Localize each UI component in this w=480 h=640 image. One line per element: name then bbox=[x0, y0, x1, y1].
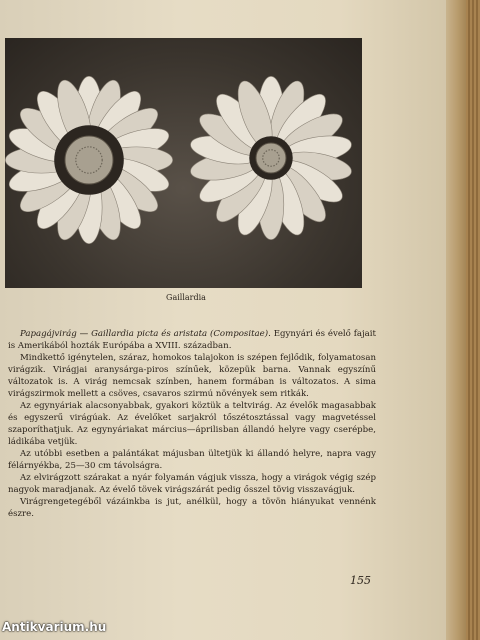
page-edges bbox=[466, 0, 480, 640]
page-number: 155 bbox=[350, 574, 371, 587]
article-body bbox=[8, 328, 376, 520]
paragraph-5: Az elvirágzott szárakat a nyár folyamán vágjuk vissza, hogy a virágok végig szép nagyok maradjanak. Az évelő tövek virágszárát pedig ősszel tövig visszavágjuk. bbox=[8, 473, 376, 495]
flower-left bbox=[5, 76, 172, 243]
paragraph-4: Az utóbbi esetben a palántákat májusban ültetjük ki állandó helyre, napra vagy félárnyékba, 25—30 cm távolságra. bbox=[8, 449, 376, 471]
watermark-logo: Antikvarium.hu bbox=[2, 620, 107, 634]
photo-caption: Gaillardia bbox=[166, 293, 206, 302]
paragraph-1 bbox=[8, 328, 376, 352]
flower-right bbox=[188, 76, 353, 239]
paragraph-3: Az egynyáriak alacsonyabbak, gyakori köztük a teltvirág. Az évelők magasabbak és egyszerű virágúak. Az évelőket sarjakról tőszétosztással vagy magvetéssel szaporíthatjuk. Az egynyáriakat március—áprilisban állandó helyre vagy cserépbe, ládikába vetjük. bbox=[8, 401, 376, 447]
entry-heading: Papagájvirág — Gaillardia picta és aristata (Compositae). bbox=[20, 329, 271, 339]
gaillardia-photo bbox=[5, 38, 362, 288]
paragraph-2: Mindkettő igénytelen, száraz, homokos talajokon is szépen fejlődik, folyamatosan virágzik. Virágjai aranysárga-piros színűek, közepük barna. Vannak egyszínű változatok is. A virág nemcsak színben, hanem formában is változatos. A sima virágszirmok mellett a csöves, csavaros szirmú növények sem ritkák. bbox=[8, 353, 376, 399]
flowers-illustration bbox=[5, 38, 362, 288]
paragraph-6: Virágrengetegéből vázáinkba is jut, anélkül, hogy a tövön hiányukat vennénk észre. bbox=[8, 497, 376, 519]
flower-center bbox=[256, 143, 286, 173]
paragraph-text: Egynyári és évelő fajait is Amerikából hozták Európába a XVIII. században. bbox=[8, 329, 376, 351]
flower-center bbox=[65, 136, 113, 184]
